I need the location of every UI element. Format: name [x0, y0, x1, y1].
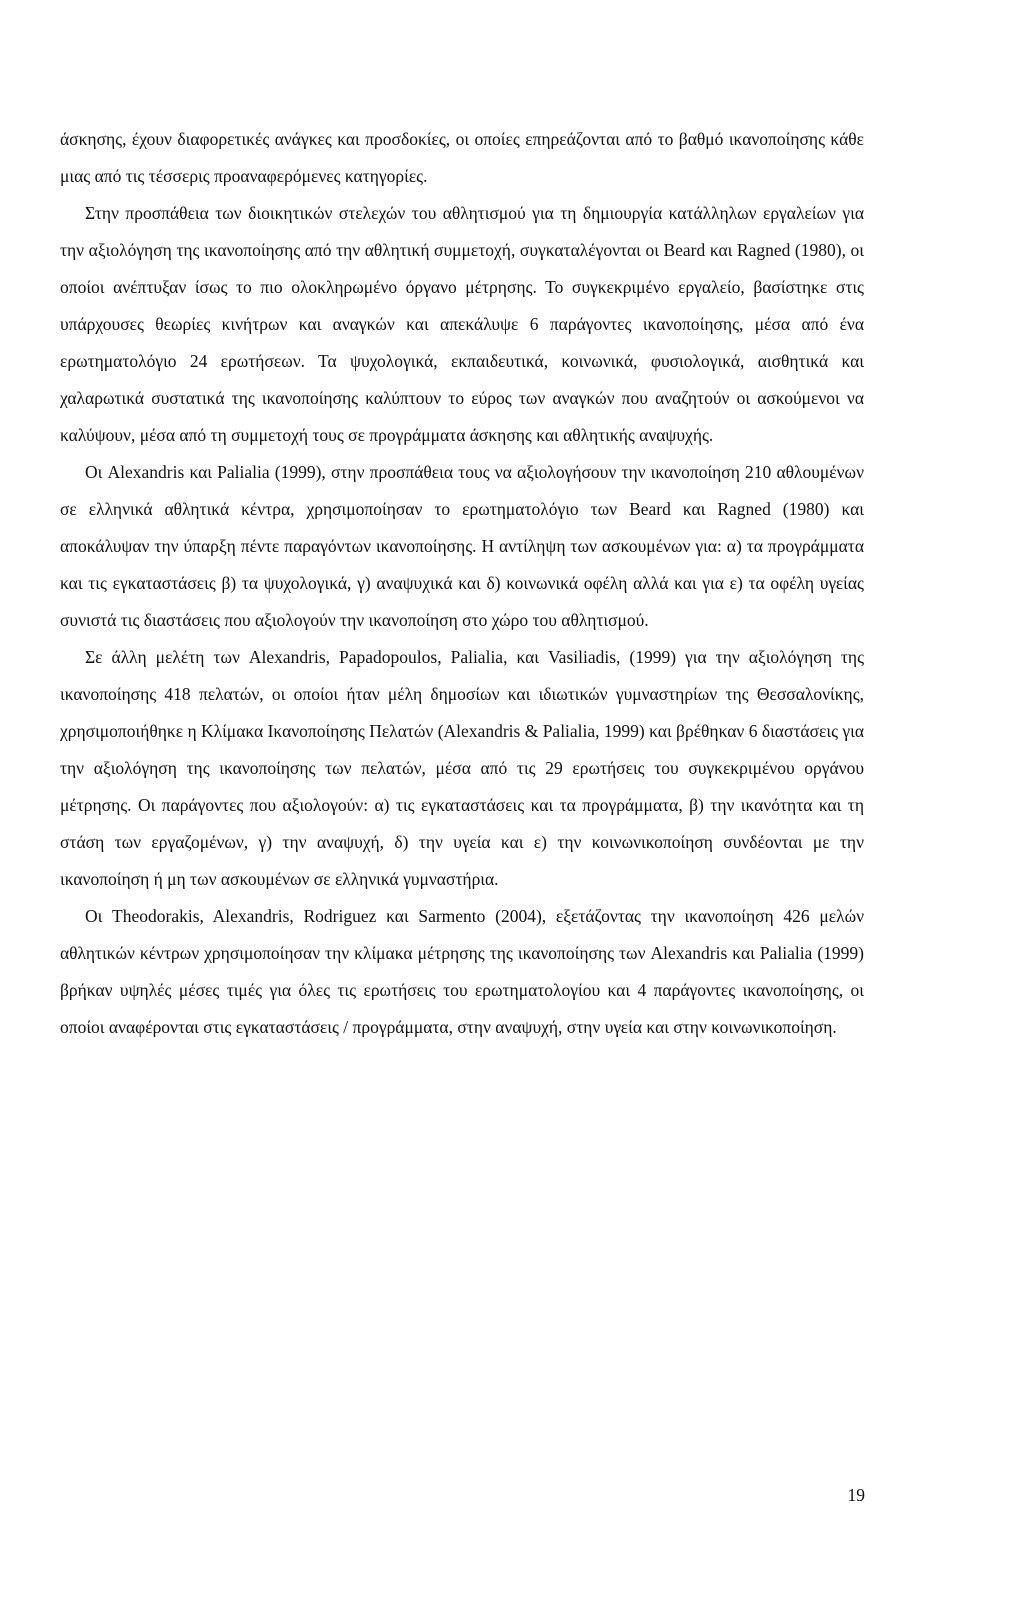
body-text	[60, 121, 864, 1046]
paragraph-2: Στην προσπάθεια των διοικητικών στελεχών του αθλητισμού για τη δημιουργία κατάλληλων εργαλείων για την αξιολόγηση της ικανοποίησης από την αθλητική συμμετοχή, συγκαταλέγονται οι Beard και Ragned (1980), οι οποίοι ανέπτυξαν ίσως το πιο ολοκληρωμένο όργανο μέτρησης. Το συγκεκριμένο εργαλείο, βασίστηκε στις υπάρχουσες θεωρίες κινήτρων και αναγκών και απεκάλυψε 6 παράγοντες ικανοποίησης, μέσα από ένα ερωτηματολόγιο 24 ερωτήσεων. Τα ψυχολογικά, εκπαιδευτικά, κοινωνικά, φυσιολογικά, αισθητικά και χαλαρωτικά συστατικά της ικανοποίησης καλύπτουν το εύρος των αναγκών που αναζητούν οι ασκούμενοι να καλύψουν, μέσα από τη συμμετοχή τους σε προγράμματα άσκησης και αθλητικής αναψυχής.	[60, 203, 864, 445]
paragraph-1: άσκησης, έχουν διαφορετικές ανάγκες και προσδοκίες, οι οποίες επηρεάζονται από το βαθμό ικανοποίησης κάθε μιας από τις τέσσερις προαναφερόμενες κατηγορίες.	[60, 129, 864, 186]
page-number: 19	[847, 1485, 865, 1505]
paragraph-5: Οι Theodorakis, Alexandris, Rodriguez και Sarmento (2004), εξετάζοντας την ικανοποίηση 426 μελών αθλητικών κέντρων χρησιμοποίησαν την κλίμακα μέτρησης της ικανοποίησης των Alexandris και Palialia (1999) βρήκαν υψηλές μέσες τιμές για όλες τις ερωτήσεις του ερωτηματολογίου και 4 παράγοντες ικανοποίησης, οι οποίοι αναφέρονται στις εγκαταστάσεις / προγράμματα, στην αναψυχή, στην υγεία και στην κοινωνικοποίηση.	[60, 906, 864, 1037]
paragraph-3: Οι Alexandris και Palialia (1999), στην προσπάθεια τους να αξιολογήσουν την ικανοποίηση 210 αθλουμένων σε ελληνικά αθλητικά κέντρα, χρησιμοποίησαν το ερωτηματολόγιο των Beard και Ragned (1980) και αποκάλυψαν την ύπαρξη πέντε παραγόντων ικανοποίησης. Η αντίληψη των ασκουμένων για: α) τα προγράμματα και τις εγκαταστάσεις β) τα ψυχολογικά, γ) αναψυχικά και δ) κοινωνικά οφέλη αλλά και για ε) τα οφέλη υγείας συνιστά τις διαστάσεις που αξιολογούν την ικανοποίηση στο χώρο του αθλητισμού.	[60, 462, 864, 630]
paragraph-4: Σε άλλη μελέτη των Alexandris, Papadopoulos, Palialia, και Vasiliadis, (1999) για την αξιολόγηση της ικανοποίησης 418 πελατών, οι οποίοι ήταν μέλη δημοσίων και ιδιωτικών γυμναστηρίων της Θεσσαλονίκης, χρησιμοποιήθηκε η Κλίμακα Ικανοποίησης Πελατών (Alexandris & Palialia, 1999) και βρέθηκαν 6 διαστάσεις για την αξιολόγηση της ικανοποίησης των πελατών, μέσα από τις 29 ερωτήσεις του συγκεκριμένου οργάνου μέτρησης. Οι παράγοντες που αξιολογούν: α) τις εγκαταστάσεις και τα προγράμματα, β) την ικανότητα και τη στάση των εργαζομένων, γ) την αναψυχή, δ) την υγεία και ε) την κοινωνικοποίηση συνδέονται με την ικανοποίηση ή μη των ασκουμένων σε ελληνικά γυμναστήρια.	[60, 647, 864, 889]
